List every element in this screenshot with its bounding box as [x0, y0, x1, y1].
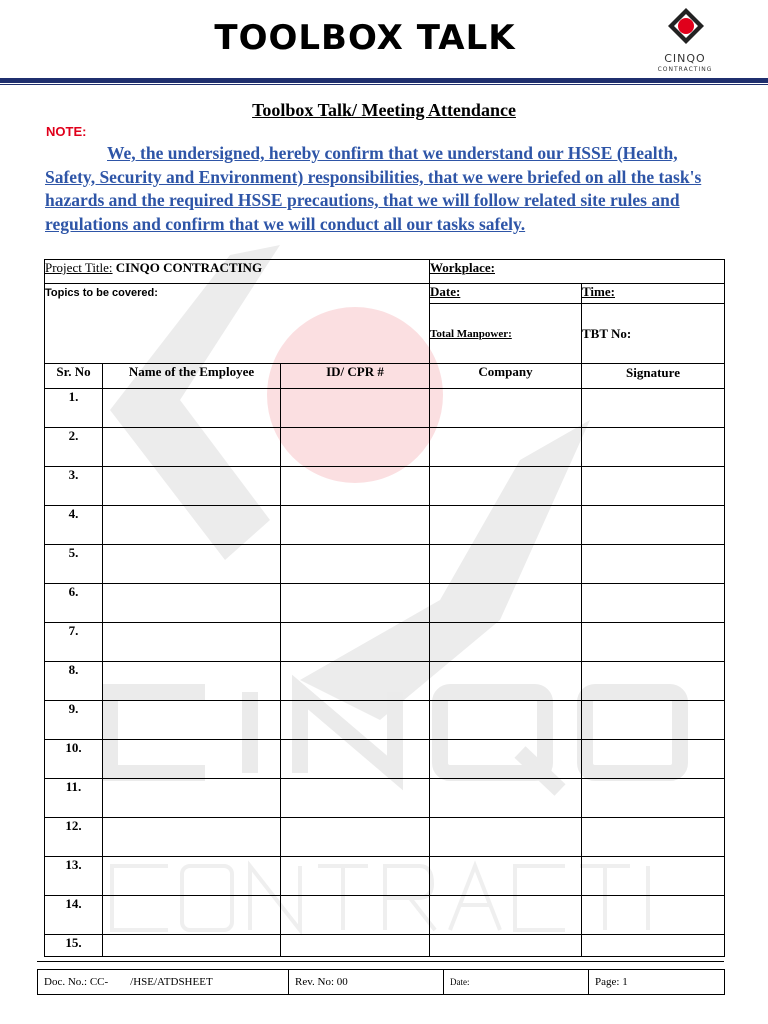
signature-cell[interactable] — [582, 545, 725, 584]
company-cell[interactable] — [430, 935, 582, 957]
id-cpr-cell[interactable] — [281, 623, 430, 662]
row-number: 15. — [45, 935, 103, 957]
table-row — [45, 545, 725, 584]
id-cpr-cell[interactable] — [281, 779, 430, 818]
topics-label: Topics to be covered: — [45, 287, 158, 299]
row-number: 9. — [45, 701, 103, 740]
footer-rev-no: Rev. No: 00 — [289, 970, 444, 995]
column-header-id: ID/ CPR # — [281, 364, 430, 389]
signature-cell[interactable] — [582, 467, 725, 506]
signature-cell[interactable] — [582, 818, 725, 857]
company-cell[interactable] — [430, 623, 582, 662]
table-row — [45, 857, 725, 896]
note-label: NOTE: — [46, 124, 87, 139]
id-cpr-cell[interactable] — [281, 428, 430, 467]
confirmation-statement: We, the undersigned, hereby confirm that we understand our HSSE (Health, Safety, Security and Environment) responsibilities, that we were briefed on all the task's hazards and the required HSSE precautions, that we will follow related site rules and regulations and confirm that we will conduct all our tasks safely. — [45, 143, 702, 234]
signature-cell[interactable] — [582, 623, 725, 662]
row-number: 11. — [45, 779, 103, 818]
company-cell[interactable] — [430, 506, 582, 545]
logo-subtitle: CONTRACTING — [657, 66, 713, 73]
employee-name-cell[interactable] — [103, 662, 281, 701]
table-row — [45, 779, 725, 818]
id-cpr-cell[interactable] — [281, 389, 430, 428]
employee-name-cell[interactable] — [103, 545, 281, 584]
column-header-signature: Signature — [582, 364, 725, 389]
tbt-label: TBT No: — [582, 325, 632, 341]
signature-cell[interactable] — [582, 662, 725, 701]
employee-name-cell[interactable] — [103, 623, 281, 662]
signature-cell[interactable] — [582, 896, 725, 935]
attendance-table — [44, 259, 725, 957]
company-cell[interactable] — [430, 584, 582, 623]
employee-name-cell[interactable] — [103, 896, 281, 935]
company-cell[interactable] — [430, 857, 582, 896]
signature-cell[interactable] — [582, 584, 725, 623]
row-number: 13. — [45, 857, 103, 896]
company-cell[interactable] — [430, 818, 582, 857]
signature-cell[interactable] — [582, 740, 725, 779]
row-number: 1. — [45, 389, 103, 428]
employee-name-cell[interactable] — [103, 779, 281, 818]
company-cell[interactable] — [430, 662, 582, 701]
company-cell[interactable] — [430, 740, 582, 779]
column-header-company: Company — [430, 364, 582, 389]
row-number: 8. — [45, 662, 103, 701]
signature-cell[interactable] — [582, 506, 725, 545]
table-row — [45, 623, 725, 662]
table-row — [45, 389, 725, 428]
id-cpr-cell[interactable] — [281, 467, 430, 506]
table-row — [45, 896, 725, 935]
footer-date: Date: — [444, 970, 589, 995]
footer-doc-no: Doc. No.: CC- /HSE/ATDSHEET — [38, 970, 289, 995]
employee-name-cell[interactable] — [103, 701, 281, 740]
workplace-label: Workplace: — [430, 260, 495, 275]
page-header-title: TOOLBOX TALK — [214, 18, 516, 58]
topics-cell — [45, 284, 430, 364]
id-cpr-cell[interactable] — [281, 701, 430, 740]
project-title-value: CINQO CONTRACTING — [115, 260, 263, 275]
project-title-label: Project Title: — [45, 260, 113, 275]
id-cpr-cell[interactable] — [281, 935, 430, 957]
company-cell[interactable] — [430, 896, 582, 935]
company-cell[interactable] — [430, 779, 582, 818]
logo-name: CINQO — [664, 52, 706, 65]
signature-cell[interactable] — [582, 428, 725, 467]
row-number: 6. — [45, 584, 103, 623]
id-cpr-cell[interactable] — [281, 584, 430, 623]
manpower-label: Total Manpower: — [430, 327, 512, 340]
id-cpr-cell[interactable] — [281, 857, 430, 896]
signature-cell[interactable] — [582, 701, 725, 740]
header-rule-thin — [0, 84, 768, 85]
employee-name-cell[interactable] — [103, 467, 281, 506]
table-row — [45, 740, 725, 779]
workplace-cell — [430, 260, 725, 284]
employee-name-cell[interactable] — [103, 389, 281, 428]
table-row — [45, 701, 725, 740]
manpower-cell — [430, 304, 582, 364]
table-row — [45, 662, 725, 701]
row-number: 5. — [45, 545, 103, 584]
row-number: 10. — [45, 740, 103, 779]
company-cell[interactable] — [430, 428, 582, 467]
signature-cell[interactable] — [582, 857, 725, 896]
date-cell — [430, 284, 582, 304]
employee-name-cell[interactable] — [103, 584, 281, 623]
id-cpr-cell[interactable] — [281, 506, 430, 545]
id-cpr-cell[interactable] — [281, 545, 430, 584]
time-label: Time: — [582, 284, 615, 299]
signature-cell[interactable] — [582, 389, 725, 428]
company-cell[interactable] — [430, 701, 582, 740]
employee-name-cell[interactable] — [103, 740, 281, 779]
table-row — [45, 584, 725, 623]
id-cpr-cell[interactable] — [281, 896, 430, 935]
footer-page: Page: 1 — [589, 970, 725, 995]
tbt-cell — [582, 304, 725, 364]
table-row — [45, 467, 725, 506]
row-number: 7. — [45, 623, 103, 662]
row-number: 3. — [45, 467, 103, 506]
employee-name-cell[interactable] — [103, 818, 281, 857]
signature-cell[interactable] — [582, 779, 725, 818]
table-row — [45, 428, 725, 467]
table-row — [45, 935, 725, 957]
table-row — [45, 818, 725, 857]
row-number: 4. — [45, 506, 103, 545]
company-cell[interactable] — [430, 545, 582, 584]
employee-name-cell[interactable] — [103, 935, 281, 957]
time-cell — [582, 284, 725, 304]
id-cpr-cell[interactable] — [281, 818, 430, 857]
signature-cell[interactable] — [582, 935, 725, 957]
id-cpr-cell[interactable] — [281, 662, 430, 701]
id-cpr-cell[interactable] — [281, 740, 430, 779]
row-number: 14. — [45, 896, 103, 935]
attendance-rows — [45, 389, 725, 957]
header-rule — [0, 78, 768, 83]
employee-name-cell[interactable] — [103, 506, 281, 545]
column-header-name: Name of the Employee — [103, 364, 281, 389]
footer-table — [37, 969, 725, 995]
footer-rule — [37, 961, 724, 962]
company-cell[interactable] — [430, 467, 582, 506]
table-row — [45, 506, 725, 545]
column-header-sr-no: Sr. No — [45, 364, 103, 389]
row-number: 2. — [45, 428, 103, 467]
project-title-cell — [45, 260, 430, 284]
company-cell[interactable] — [430, 389, 582, 428]
document-title: Toolbox Talk/ Meeting Attendance — [252, 100, 516, 120]
date-label: Date: — [430, 284, 461, 299]
row-number: 12. — [45, 818, 103, 857]
employee-name-cell[interactable] — [103, 428, 281, 467]
employee-name-cell[interactable] — [103, 857, 281, 896]
